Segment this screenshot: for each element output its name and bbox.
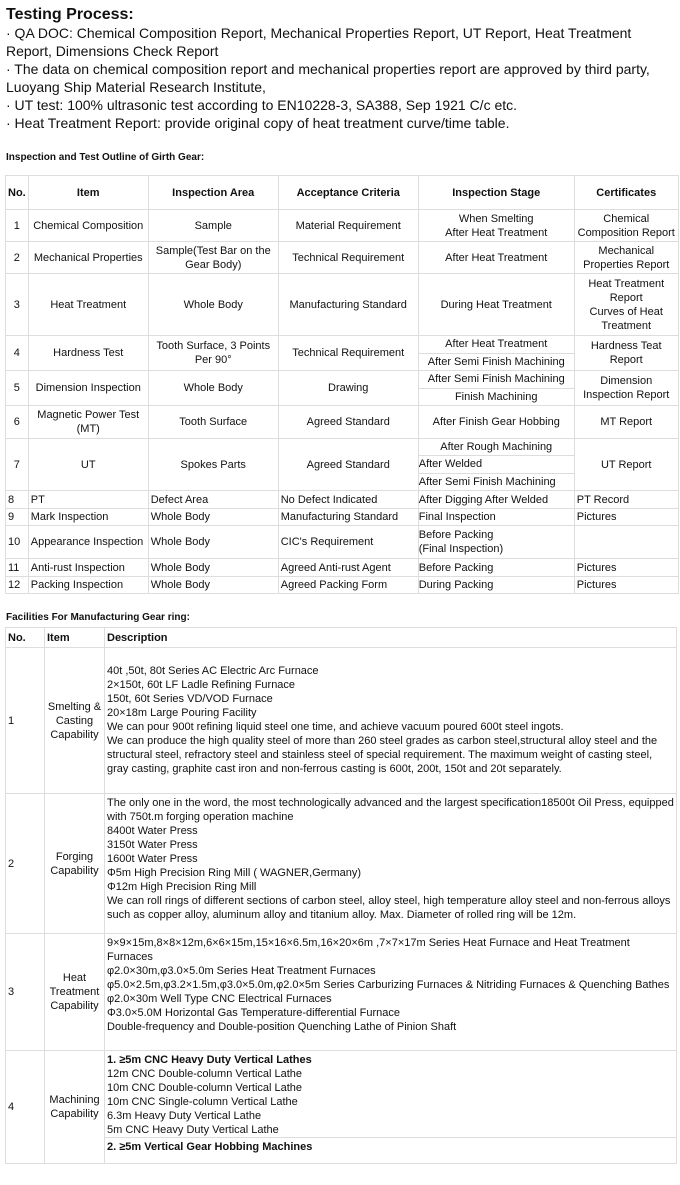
stage-item: After Semi Finish Machining (419, 473, 574, 490)
cell-no: 3 (6, 274, 29, 336)
description-line: 3150t Water Press (107, 839, 198, 851)
cell-stage (418, 210, 574, 242)
cell-item: Heat Treatment Capability (45, 934, 105, 1051)
table-row (6, 934, 677, 1051)
description-group (105, 1137, 676, 1154)
cell-no: 4 (6, 336, 29, 371)
testing-process (0, 0, 680, 132)
cell-area: Whole Body (148, 509, 278, 526)
description-line: 10m CNC Double-column Vertical Lathe (107, 1082, 303, 1094)
cell-description (105, 794, 677, 934)
table-row (6, 526, 679, 559)
stage-item: Finish Machining (419, 388, 574, 406)
description-line: Φ12m High Precision Ring Mill (107, 881, 257, 893)
description-line: φ2.0×30m Well Type CNC Electrical Furnaces (107, 993, 332, 1005)
cell-item: Chemical Composition (28, 210, 148, 242)
cell-certificate: Chemical Composition Report (574, 210, 678, 242)
cell-criteria: Technical Requirement (278, 242, 418, 274)
cell-certificate: Mechanical Properties Report (574, 242, 678, 274)
cell-no: 4 (6, 1051, 45, 1164)
table-row (6, 242, 679, 274)
cell-stage (418, 577, 574, 594)
table-row (6, 371, 679, 406)
cell-no: 10 (6, 526, 29, 559)
cell-item: Dimension Inspection (28, 371, 148, 406)
cell-area: Sample(Test Bar on the Gear Body) (148, 242, 278, 274)
description-line: Φ3.0×5.0M Horizontal Gas Temperature-differential Furnace (107, 1007, 400, 1019)
cell-criteria: Technical Requirement (278, 336, 418, 371)
cell-stage (418, 406, 574, 439)
description-line: 2×150t, 60t LF Ladle Refining Furnace (107, 679, 296, 691)
cell-criteria: Agreed Anti-rust Agent (278, 559, 418, 577)
description-line: We can produce the high quality steel of more than 260 steel grades as carbon steel,structural alloy steel and the structural steel, refractory steel and stainless steel of special requirement. The maximum weight of casting steel, gray casting, graphite cast iron and non-ferrous casting is 600t, 200t, 150t and 20t separately. (107, 735, 658, 775)
description-group (107, 1053, 674, 1137)
cell-criteria: Manufacturing Standard (278, 274, 418, 336)
cell-criteria: Manufacturing Standard (278, 509, 418, 526)
cell-certificate: Pictures (574, 559, 678, 577)
cell-no: 6 (6, 406, 29, 439)
cell-item: Anti-rust Inspection (28, 559, 148, 577)
cell-item: Machining Capability (45, 1051, 105, 1164)
description-line: Φ5m High Precision Ring Mill ( WAGNER,Germany) (107, 867, 362, 879)
table-row (6, 577, 679, 594)
stage-item: After Rough Machining (440, 441, 553, 454)
stage-item: Final Inspection (418, 511, 496, 523)
stage-item: After Heat Treatment (445, 338, 548, 351)
description-line: Double-frequency and Double-position Quenching Lathe of Pinion Shaft (107, 1021, 457, 1033)
intro-line: · The data on chemical composition report and mechanical properties report are approved by third party, Luoyang Ship Material Research Institute, (6, 61, 650, 95)
cell-criteria: No Defect Indicated (278, 491, 418, 509)
column-header: Inspection Area (148, 176, 278, 210)
group-heading: 2. ≥5m Vertical Gear Hobbing Machines (107, 1141, 313, 1153)
cell-area: Defect Area (148, 491, 278, 509)
cell-item: Mark Inspection (28, 509, 148, 526)
description-line: 8400t Water Press (107, 825, 198, 837)
column-header: Item (45, 628, 105, 648)
cell-stage (418, 242, 574, 274)
table-row (6, 794, 677, 934)
stage-item: After Welded (419, 455, 574, 472)
table-row (6, 648, 677, 794)
facilities-table (5, 627, 677, 1164)
table-row (6, 439, 679, 491)
table-row (6, 274, 679, 336)
cell-item: UT (28, 439, 148, 491)
stage-item: After Finish Gear Hobbing (432, 416, 560, 428)
cell-no: 5 (6, 371, 29, 406)
cell-stage (418, 559, 574, 577)
cell-stage (418, 439, 574, 491)
cell-item: Magnetic Power Test (MT) (28, 406, 148, 439)
description-line: 12m CNC Double-column Vertical Lathe (107, 1068, 303, 1080)
column-header: No. (6, 628, 45, 648)
column-header: Inspection Stage (418, 176, 574, 210)
table-row (6, 336, 679, 371)
cell-stage (418, 509, 574, 526)
cell-stage (418, 526, 574, 559)
description-line: φ2.0×30m,φ3.0×5.0m Series Heat Treatment Furnaces (107, 965, 376, 977)
cell-no: 7 (6, 439, 29, 491)
cell-no: 12 (6, 577, 29, 594)
cell-description (105, 1051, 677, 1164)
cell-criteria: CIC's Requirement (278, 526, 418, 559)
cell-criteria: Material Requirement (278, 210, 418, 242)
column-header: Acceptance Criteria (278, 176, 418, 210)
cell-item: Mechanical Properties (28, 242, 148, 274)
description-line: 1600t Water Press (107, 853, 198, 865)
cell-item: PT (28, 491, 148, 509)
cell-certificate: Dimension Inspection Report (574, 371, 678, 406)
stage-item: During Heat Treatment (440, 298, 552, 311)
description-line: 10m CNC Single-column Vertical Lathe (107, 1096, 298, 1108)
cell-no: 8 (6, 491, 29, 509)
cell-area: Whole Body (148, 371, 278, 406)
stage-item: After Semi Finish Machining (427, 373, 565, 386)
cell-criteria: Agreed Standard (278, 406, 418, 439)
cell-item: Heat Treatment (28, 274, 148, 336)
description-line: 40t ,50t, 80t Series AC Electric Arc Furnace (107, 665, 319, 677)
column-header: Certificates (574, 176, 678, 210)
column-header: No. (6, 176, 29, 210)
intro-line: · Heat Treatment Report: provide original copy of heat treatment curve/time table. (6, 115, 510, 131)
cell-item: Appearance Inspection (28, 526, 148, 559)
cell-stage (418, 336, 574, 371)
description-line: φ5.0×2.5m,φ3.2×1.5m,φ3.0×5.0m,φ2.0×5m Series Carburizing Furnaces & Nitriding Furnaces & Quenching Bathes (107, 979, 670, 991)
description-line: 150t, 60t Series VD/VOD Furnace (107, 693, 273, 705)
cell-area: Sample (148, 210, 278, 242)
description-line: We can pour 900t refining liquid steel one time, and achieve vacuum poured 600t steel ingots. (107, 721, 564, 733)
cell-certificate: PT Record (574, 491, 678, 509)
description-line: 9×9×15m,8×8×12m,6×6×15m,15×16×6.5m,16×20×6m ,7×7×17m Series Heat Furnace and Heat Treatment Furnaces (107, 937, 630, 963)
cell-item: Hardness Test (28, 336, 148, 371)
table-row (6, 210, 679, 242)
cell-area: Tooth Surface, 3 Points Per 90° (148, 336, 278, 371)
cell-no: 2 (6, 242, 29, 274)
table-row (6, 406, 679, 439)
cell-no: 1 (6, 210, 29, 242)
cell-item: Packing Inspection (28, 577, 148, 594)
cell-certificate: UT Report (574, 439, 678, 491)
stage-item: When Smelting After Heat Treatment (445, 212, 548, 239)
description-line: 5m CNC Heavy Duty Vertical Lathe (107, 1124, 279, 1136)
cell-no: 1 (6, 648, 45, 794)
cell-stage (418, 274, 574, 336)
cell-no: 2 (6, 794, 45, 934)
cell-item: Forging Capability (45, 794, 105, 934)
inspection-table (5, 175, 679, 594)
table-row (6, 1051, 677, 1164)
cell-certificate: Pictures (574, 509, 678, 526)
column-header: Item (28, 176, 148, 210)
cell-description (105, 934, 677, 1051)
cell-certificate: Pictures (574, 577, 678, 594)
table-row (6, 491, 679, 509)
column-header: Description (105, 628, 677, 648)
stage-item: Before Packing (Final Inspection) (418, 529, 504, 555)
cell-certificate: MT Report (574, 406, 678, 439)
intro-line: · QA DOC: Chemical Composition Report, Mechanical Properties Report, UT Report, Heat Treatment Report, Dimensions Check Report (6, 25, 632, 59)
facilities-caption: Facilities For Manufacturing Gear ring: (6, 612, 190, 623)
cell-certificate (574, 526, 678, 559)
cell-no: 3 (6, 934, 45, 1051)
description-line: We can roll rings of different sections of carbon steel, alloy steel, high temperature alloy steel and non-ferrous alloys such as copper alloy, aluminum alloy and titanium alloy. Max. Diameter of rolled ring will be 12m. (107, 895, 671, 921)
stage-item: During Packing (418, 579, 494, 591)
cell-area: Whole Body (148, 274, 278, 336)
cell-no: 9 (6, 509, 29, 526)
table-row (6, 559, 679, 577)
section-title: Testing Process: (6, 6, 134, 23)
cell-item: Smelting & Casting Capability (45, 648, 105, 794)
cell-no: 11 (6, 559, 29, 577)
cell-certificate: Heat Treatment Report Curves of Heat Treatment (574, 274, 678, 336)
cell-criteria: Drawing (278, 371, 418, 406)
cell-description (105, 648, 677, 794)
cell-stage (418, 371, 574, 406)
cell-stage (418, 491, 574, 509)
stage-item: After Digging After Welded (418, 493, 549, 506)
inspection-caption: Inspection and Test Outline of Girth Gear: (6, 152, 205, 163)
description-line: 6.3m Heavy Duty Vertical Lathe (107, 1110, 262, 1122)
cell-area: Spokes Parts (148, 439, 278, 491)
cell-area: Whole Body (148, 559, 278, 577)
table-row (6, 509, 679, 526)
description-line: 20×18m Large Pouring Facility (107, 707, 257, 719)
cell-area: Tooth Surface (148, 406, 278, 439)
description-line: The only one in the word, the most technologically advanced and the largest specification18500t Oil Press, equipped with 750t.m forging operation machine (107, 797, 674, 823)
cell-criteria: Agreed Packing Form (278, 577, 418, 594)
intro-line: · UT test: 100% ultrasonic test according to EN10228-3, SA388, Sep 1921 C/c etc. (6, 97, 518, 113)
stage-item: Before Packing (418, 561, 494, 574)
cell-area: Whole Body (148, 526, 278, 559)
cell-area: Whole Body (148, 577, 278, 594)
group-heading: 1. ≥5m CNC Heavy Duty Vertical Lathes (107, 1054, 312, 1066)
stage-item: After Semi Finish Machining (419, 353, 574, 371)
cell-certificate: Hardness Teat Report (574, 336, 678, 371)
cell-criteria: Agreed Standard (278, 439, 418, 491)
stage-item: After Heat Treatment (445, 251, 548, 264)
